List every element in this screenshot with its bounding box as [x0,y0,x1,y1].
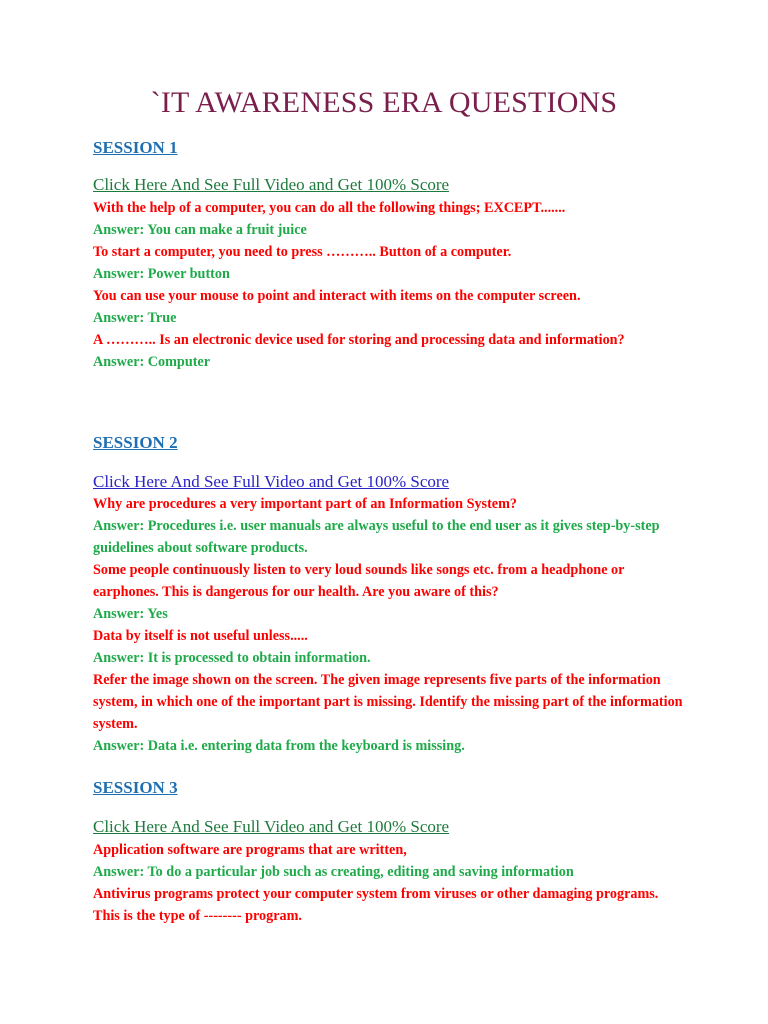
session-2-answer-4: Answer: Data i.e. entering data from the keyboard is missing. [93,738,465,754]
session-1-heading[interactable]: SESSION 1 [93,138,178,157]
session-1-answer-1: Answer: You can make a fruit juice [93,222,307,238]
session-2-question-4: Refer the image shown on the screen. The given image represents five parts of the information system, in which one of the important part is missing. Identify the missing part of the information system. [93,672,683,732]
session-1-video-link[interactable]: Click Here And See Full Video and Get 100% Score [93,175,450,194]
session-3-qa-block [93,839,683,927]
session-2-answer-3: Answer: It is processed to obtain information. [93,650,371,666]
session-1-question-2: To start a computer, you need to press ……….. Button of a computer. [93,244,512,260]
session-1-question-4: A ……….. Is an electronic device used for storing and processing data and information? [93,332,625,348]
session-2-qa-block [93,493,683,757]
session-2-video-link[interactable]: Click Here And See Full Video and Get 100% Score [93,472,450,491]
session-2-question-2: Some people continuously listen to very loud sounds like songs etc. from a headphone or earphones. This is dangerous for our health. Are you aware of this? [93,562,625,600]
session-3-video-link[interactable]: Click Here And See Full Video and Get 100% Score [93,817,450,836]
page-title: `IT AWARENESS ERA QUESTIONS [150,86,618,119]
session-2-answer-2: Answer: Yes [93,606,168,622]
session-1-question-3: You can use your mouse to point and interact with items on the computer screen. [93,288,581,304]
session-2-heading[interactable]: SESSION 2 [93,433,178,452]
session-3-heading[interactable]: SESSION 3 [93,778,178,797]
session-1-answer-3: Answer: True [93,310,177,326]
session-1-qa-block [93,197,683,373]
session-1-answer-2: Answer: Power button [93,266,230,282]
session-3-question-2: Antivirus programs protect your computer system from viruses or other damaging programs. This is the type of -------- program. [93,886,659,924]
session-3-answer-1: Answer: To do a particular job such as creating, editing and saving information [93,864,574,880]
session-2-question-3: Data by itself is not useful unless..... [93,628,308,644]
session-2-question-1: Why are procedures a very important part of an Information System? [93,496,518,512]
session-2-answer-1: Answer: Procedures i.e. user manuals are always useful to the end user as it gives step-by-step guidelines about software products. [93,518,660,556]
session-3-question-1: Application software are programs that are written, [93,842,407,858]
session-1-answer-4: Answer: Computer [93,354,211,370]
session-1-question-1: With the help of a computer, you can do all the following things; EXCEPT....... [93,200,566,216]
